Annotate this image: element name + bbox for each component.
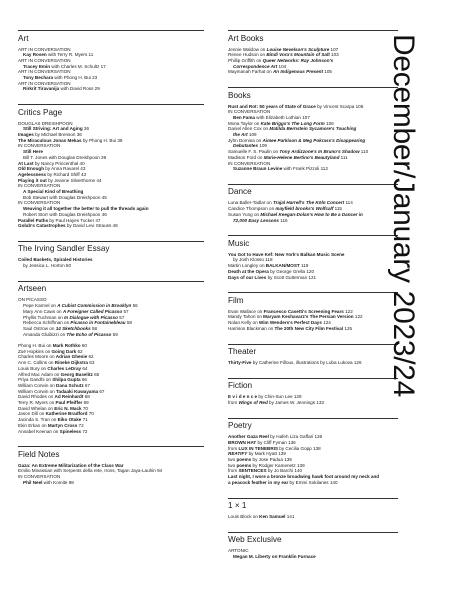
toc-entry: Correspondence Art 104 (233, 63, 287, 69)
toc-entry: Phong H. Bui on Mark Rothko 60 (18, 343, 87, 348)
toc-entry: Still Here (23, 149, 43, 155)
toc-entry: IN CONVERSATION (18, 143, 61, 149)
toc-entry: Phil Neel with Komite 98 (23, 479, 74, 485)
section-the-irving-sandler-essay (18, 241, 204, 281)
toc-entry: Days of our Lives by Scott Gutterman 121 (228, 274, 317, 280)
toc-entry: IN CONVERSATION (18, 474, 61, 480)
toc-entry: Jennie Waldow on Louise Nevelson's Sculpture 107 (228, 46, 339, 52)
toc-entry: Renee Hudson on Bindi Vora's Mountain of Salt 103 (228, 52, 339, 58)
toc-entry: Jyhn Domina on Aimee Parkison & Meg Pokrass's Disappearing (228, 137, 366, 143)
toc-entry: from LUX IN TENEBRIS by Cecilia Gopp 138 (228, 445, 321, 451)
page-title: December/January 2023/24 (387, 34, 420, 398)
toc-entry: Maymanah Farhat on An Indigenous Present 105 (228, 69, 332, 75)
toc-entry: Luna Baller-Tadlar on Trajal Harrell's The Köln Concert 114 (228, 200, 353, 206)
section-title: Field Notes (18, 449, 60, 459)
section-title: Books (228, 90, 251, 100)
toc-entry: Coiled Baskets, Spiraled Histories (18, 257, 93, 263)
toc-entry: Madison Ford on Marie-Helene Bertino's Beautyland 111 (228, 154, 348, 160)
toc-entry: David Rhodes on Ad Reinhardt 68 (18, 394, 90, 400)
section-title: Art (18, 33, 29, 43)
section-critics-page (18, 104, 204, 241)
toc-entry: ART IN CONVERSATION (18, 69, 71, 75)
toc-entry: Golub's Catastrophes by David Levi Strauss 48 (18, 223, 118, 229)
toc-entry: ART IN CONVERSATION (18, 57, 71, 63)
toc-entry: Evan Wallace on Francesco Casetti's Screening Fears 122 (228, 308, 353, 314)
toc-entry: Priya Gandhi on Shilpa Gupta 66 (18, 377, 87, 383)
toc-entry: IN CONVERSATION (228, 109, 271, 115)
toc-entry: Zoë Hopkins on Going Dark 62 (18, 348, 83, 354)
section-title: Artseen (18, 284, 47, 294)
toc-entry: Alfred Mac Adam on Georg Baselitz 65 (18, 371, 100, 377)
section-title: Poetry (228, 421, 252, 431)
toc-entry: Susan Yung on Michael Keegan-Dolan's How to Be a Dancer in (228, 211, 363, 217)
toc-entry: Tony Bechara with Phong H. Bui 23 (23, 75, 98, 81)
toc-entry: Last night, I wore a bronze broadwing hawk foot around my neck and (228, 474, 380, 480)
toc-entry: 72,000 Easy Lessons 116 (233, 217, 288, 223)
section-books (228, 87, 398, 184)
section-1-1 (228, 498, 398, 532)
toc-entry: Daniel Allen Cox on Matilda Bernstein Sycamore's Touching (228, 126, 357, 132)
section-title: Web Exclusive (228, 535, 282, 545)
toc-entry: the Art 109 (233, 132, 257, 138)
toc-entry: IN CONVERSATION (18, 200, 61, 206)
toc-entry: IN CONVERSATION (228, 160, 271, 166)
section-poetry (228, 418, 398, 498)
toc-entry: David Whelan on Eric N. Mack 70 (18, 405, 88, 411)
toc-entry: ART IN CONVERSATION (18, 46, 71, 52)
toc-entry: William Corwin on Tadaaki Kuwayama 67 (18, 388, 105, 394)
toc-entry: Death at the Opera by George Grella 120 (228, 268, 315, 274)
section-web-exclusive (228, 532, 398, 560)
toc-left-column (18, 30, 204, 486)
toc-entry: by Josh Klosso 118 (233, 257, 273, 263)
toc-entry: At Last by Nancy Princenthal 40 (18, 160, 85, 166)
toc-entry: Rebecca Schiffman on Picasso in Fontainebleau 58 (23, 320, 132, 326)
toc-entry: Phyllis Tuchman on In Dialogue with Picasso 57 (23, 314, 125, 320)
toc-right-column (228, 30, 398, 560)
toc-entry: Images by Michael Brenson 36 (18, 132, 82, 138)
toc-entry: Suzanne Braun Levine with Frank Pizzoli 112 (233, 166, 328, 172)
toc-entry: A Special Kind of Breathing (23, 189, 84, 195)
section-title: Critics Page (18, 107, 63, 117)
toc-entry: Gaza: An Extreme Militarization of the Class War (18, 462, 124, 468)
toc-entry: E v i d e n c e by Chin-Sun Lee 128 (228, 394, 302, 400)
toc-entry: Pepe Karmel on A Cubist Commission in Brooklyn 56 (23, 303, 138, 309)
section-art-books (228, 30, 398, 87)
toc-entry: Jason Dill on Katherine Bradford 70 (18, 411, 94, 417)
toc-entry: ON PICASSO (18, 297, 47, 303)
toc-entry: Jacinda S. Tran on Eiko Otake 71 (18, 417, 88, 423)
toc-entry: REATIFY by Mark Hyatt 139 (228, 451, 286, 457)
section-title: Fiction (228, 381, 253, 391)
toc-entry: Agelessness by Richard Shiff 43 (18, 171, 87, 177)
toc-entry: Terry R. Myers on Paul Pfeiffer 69 (18, 400, 89, 406)
toc-entry: Rirkrit Tiravanija with David Ross 29 (23, 86, 100, 92)
toc-entry: Rust and Rot: 50 years of State of Grace by Vincent Scarpa 106 (228, 103, 364, 109)
toc-entry: two poems by Jose Padua 139 (228, 457, 292, 463)
section-title: The Irving Sandler Essay (18, 244, 110, 254)
toc-entry: Mona Taylor on Kate Briggs's The Long Form 108 (228, 120, 334, 126)
toc-entry: Harrison Blackman on The 20th New City Film Festival 125 (228, 325, 353, 331)
toc-entry: Amanda Gluibizzi on The Echo of Picasso 59 (23, 331, 118, 337)
toc-entry: William Corwin on Dana Schutz 67 (18, 382, 91, 388)
section-field-notes (18, 446, 204, 485)
toc-entry: Louis Bury on Charles LeDray 64 (18, 365, 88, 371)
toc-entry: Weaving it all together the better to pull the threads again (23, 206, 149, 212)
toc-entry: two poems by Rodger Kamenetz 139 (228, 462, 305, 468)
toc-entry: Still Striving: Art and Aging 36 (23, 126, 90, 132)
toc-entry: You Got to Have Kef: New York's Balkan Music Scene (228, 251, 345, 257)
toc-entry: Ben Fama with Elizabeth Lothian 107 (233, 114, 310, 120)
toc-entry: Charles Moore on Adrian Ghenie 62 (18, 354, 94, 360)
toc-entry: ART IN CONVERSATION (18, 80, 71, 86)
toc-entry: Kay Rosen with Terry R. Myers 11 (23, 52, 94, 58)
section-film (228, 292, 398, 343)
toc-entry: Bob Stewart with Douglas Dreishpoon 45 (23, 194, 107, 200)
toc-entry: Debutantes 109 (233, 143, 267, 149)
toc-entry: Samuelle F. S. Paulin on Tony Ardizzone's In Bruno's Shadow 110 (228, 149, 369, 155)
toc-entry: from Wings of Red by James W. Jennings 133 (228, 400, 324, 405)
toc-entry: Ekin Erkan on Martyn Cross 72 (18, 422, 84, 428)
toc-entry: Candice Thompson on mayfield brooks's Wolfcalf 115 (228, 206, 342, 212)
section-theater (228, 344, 398, 378)
section-title: Theater (228, 347, 257, 357)
section-title: Film (228, 295, 244, 305)
toc-entry: DOUGLAS DREISHPOON (18, 120, 73, 126)
toc-entry: Tracey Emin with Charles M. Schultz 17 (23, 63, 106, 69)
toc-entry: Annabel Keenan on Spineless 72 (18, 428, 88, 434)
toc-entry: Phillip Griffith on Queer Networks: Ray Johnson's (228, 57, 334, 63)
toc-entry: a peacock feather in my ear by Emmi Sokilanes 140 (228, 479, 338, 485)
toc-entry: Emilio Minassian with Serpents della rete, Irons, Tagan Jaya-Lauhin 94 (18, 468, 163, 474)
section-music (228, 235, 398, 292)
section-dance (228, 184, 398, 235)
section-fiction (228, 378, 398, 418)
toc-entry: ARTONIC (228, 548, 249, 554)
toc-entry: from SENTENCES by Jo Barchi 140 (228, 468, 303, 474)
section-art (18, 30, 204, 104)
toc-entry: Thirty-Five by Catherine Filloux, illustrations by Luba Lukova 126 (228, 360, 362, 366)
section-title: 1 × 1 (228, 501, 247, 511)
toc-entry: Bill T. Jones with Douglas Dreishpoon 39 (23, 154, 107, 160)
toc-entry: Playing it out by Jeanne Silverthorne 44 (18, 177, 102, 183)
toc-entry: Robert Storr with Douglas Dreishpoon 46 (23, 211, 107, 217)
toc-entry: by Jessica L. Horton 50 (23, 263, 72, 269)
section-title: Music (228, 238, 250, 248)
toc-entry: Louis Block on Ken Samuel 141 (228, 514, 295, 520)
section-artseen (18, 281, 204, 446)
toc-entry: BROWN HAT by Cliff Fyman 136 (228, 439, 296, 445)
toc-entry: Old Enough by Anna Ravarel 43 (18, 166, 86, 172)
toc-entry: Mandy Tahori on Maryam Keshavarz's The Persian Version 122 (228, 314, 363, 320)
section-title: Dance (228, 187, 252, 197)
toc-entry: The Miraculous Jonas Mekas by Phong H. Bui 39 (18, 137, 123, 143)
toc-entry: IN CONVERSATION (18, 183, 61, 189)
toc-entry: Megan M. Liberty on Franklin Furnace (233, 553, 316, 559)
toc-entry: Mary Ann Caws on A Foreigner Called Picasso 57 (23, 308, 129, 314)
toc-entry: Nolan Kelly on Wim Wenders's Perfect Days 124 (228, 320, 331, 326)
toc-entry: Martin Longley on BALKAN/MOST 119 (228, 263, 309, 269)
toc-entry: Another Gaza Reel by Hafeh Liza Gaffari 136 (228, 434, 323, 440)
toc-entry: Ann C. Collins on Rineke Dijkstra 63 (18, 360, 95, 366)
toc-entry: Saul Ostrow on 14 Sketchbooks 58 (23, 325, 98, 331)
toc-entry: Parallel Paths by Paul Hayes Tucker 47 (18, 217, 101, 223)
section-title: Art Books (228, 33, 264, 43)
